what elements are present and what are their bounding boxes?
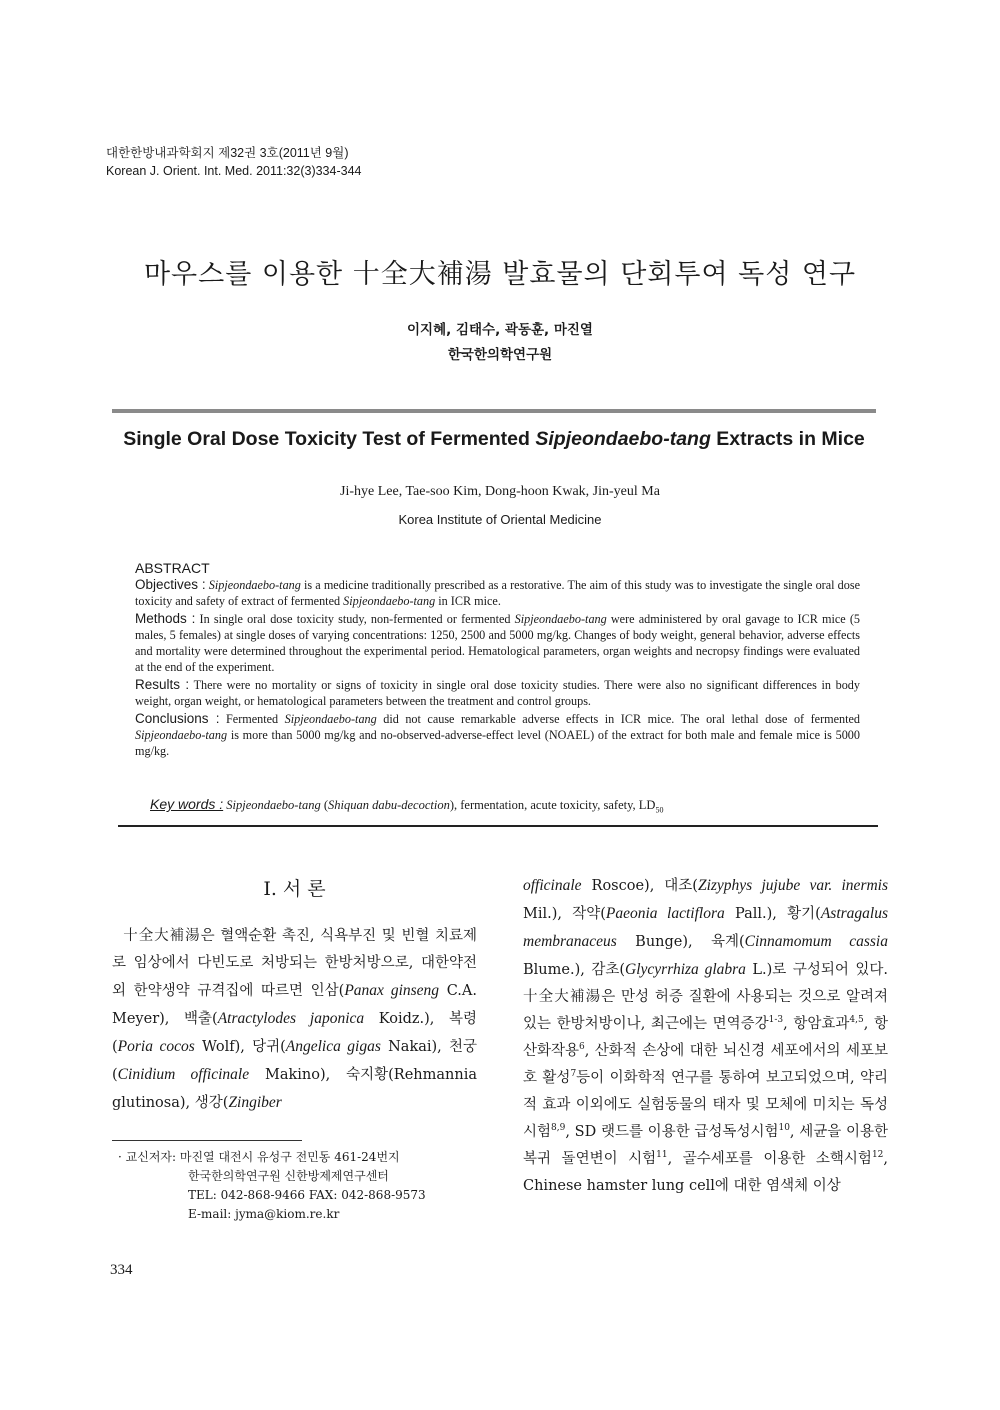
abstract-results bbox=[135, 677, 860, 709]
conclusions-text-1: Fermented bbox=[219, 712, 285, 726]
methods-text-2: were administered by oral gavage to ICR mice (5 males, 5 females) at single doses of varying concentrations: 1250, 2500 and 5000 mg/kg. Changes of body weight, general behavior, adverse effects and mortality were determined throughout the experimental period. Hematological parameters, organ weights and necropsy findings were evaluated at the end of the experiment. bbox=[135, 612, 861, 674]
left-italic-3: Poria cocos bbox=[117, 1038, 195, 1055]
conclusions-text-2: did not cause remarkable adverse effects in ICR mice. The oral lethal dose of fermented bbox=[376, 712, 861, 726]
methods-text-1: In single oral dose toxicity study, non-fermented or fermented bbox=[195, 612, 515, 626]
institution-english: Korea Institute of Oriental Medicine bbox=[398, 512, 602, 527]
keywords bbox=[150, 796, 663, 815]
right-text-11: , SD 랫드를 이용한 급성독성시험 bbox=[565, 1124, 779, 1140]
keywords-label: Key words : bbox=[150, 796, 224, 812]
right-text-12: , 세균을 이용한 복귀 돌연변이 시험 bbox=[523, 1124, 889, 1167]
left-text-1: 十全大補湯은 혈액순환 촉진, 식욕부진 및 빈혈 치료제로 임상에서 다빈도로 처방되는 한방처방으로, 대한약전 외 한약생약 규격집에 따르면 인삼( bbox=[112, 928, 477, 999]
citation-superscript: 4,5 bbox=[849, 1015, 864, 1026]
keyword-text-2: ), fermentation, acute toxicity, safety, LD bbox=[449, 798, 656, 812]
keyword-text-1: ( bbox=[320, 798, 328, 812]
conclusions-italic-1: Sipjeondaebo-tang bbox=[284, 712, 377, 726]
corresponding-author-footnote bbox=[118, 1148, 426, 1224]
results-label: Results : bbox=[135, 677, 190, 692]
authors-english: Ji-hye Lee, Tae-soo Kim, Dong-hoon Kwak, Jin-yeul Ma bbox=[340, 484, 660, 499]
body-column-right bbox=[523, 872, 888, 1200]
citation-superscript: 12 bbox=[871, 1150, 884, 1161]
abstract-heading: ABSTRACT bbox=[135, 560, 210, 576]
citation-superscript: 1-3 bbox=[768, 1015, 784, 1026]
left-italic-6: Zingiber bbox=[228, 1094, 282, 1111]
left-text-2: C.A. Meyer), 백출( bbox=[112, 983, 477, 1027]
right-italic-2: Zizyphys jujube var. inermis bbox=[697, 877, 889, 894]
left-italic-4: Angelica gigas bbox=[285, 1038, 381, 1055]
right-text-10: 등이 이화학적 연구를 통하여 보고되었으며, 약리적 효과 이외에도 실험동물의 태자 및 모체에 미치는 독성시험 bbox=[523, 1070, 888, 1140]
body-column-left bbox=[112, 872, 477, 1117]
title-en-part1: Single Oral Dose Toxicity Test of Fermented bbox=[123, 428, 536, 450]
methods-label: Methods : bbox=[135, 611, 196, 626]
citation-superscript: 10 bbox=[778, 1123, 790, 1134]
right-italic-1: officinale bbox=[523, 877, 582, 894]
journal-line-ko: 대한한방내과학회지 제32권 3호(2011년 9월) bbox=[106, 146, 349, 160]
journal-citation bbox=[106, 144, 361, 180]
keyword-italic-2: Shiquan dabu-decoction bbox=[328, 798, 450, 812]
footnote-divider bbox=[112, 1140, 302, 1141]
journal-line-en: Korean J. Orient. Int. Med. 2011:32(3)334-344 bbox=[106, 164, 362, 178]
citation-superscript: 8,9 bbox=[551, 1123, 566, 1134]
objectives-label: Objectives : bbox=[135, 577, 206, 592]
title-en-italic: Sipjeondaebo-tang bbox=[535, 428, 711, 450]
left-text-3: Koidz.), 복령( bbox=[112, 1011, 477, 1055]
right-text-7: , 항암효과 bbox=[783, 1016, 850, 1032]
conclusions-italic-2: Sipjeondaebo-tang bbox=[135, 728, 228, 742]
keyword-italic-1: Sipjeondaebo-tang bbox=[226, 798, 321, 812]
right-text-8: , 항산화작용 bbox=[523, 1016, 888, 1059]
footnote-line-3: TEL: 042-868-9466 FAX: 042-868-9573 bbox=[188, 1188, 426, 1202]
left-text-6: Makino), 숙지황(Rehmannia glutinosa), 생강( bbox=[112, 1067, 477, 1111]
footnote-line-4: E-mail: jyma@kiom.re.kr bbox=[188, 1207, 340, 1221]
abstract-conclusions bbox=[135, 711, 860, 759]
methods-italic-1: Sipjeondaebo-tang bbox=[514, 612, 607, 626]
citation-superscript: 11 bbox=[656, 1150, 668, 1161]
title-english bbox=[112, 428, 876, 451]
right-italic-6: Glycyrrhiza glabra bbox=[625, 961, 746, 978]
left-italic-5: Cinidium officinale bbox=[117, 1066, 250, 1083]
section-heading-introduction: Ⅰ. 서 론 bbox=[263, 878, 326, 900]
right-italic-3: Paeonia lactiflora bbox=[605, 905, 725, 922]
keyword-subscript: 50 bbox=[655, 805, 664, 815]
right-text-14: , Chinese hamster lung cell에 대한 염색체 이상 bbox=[523, 1151, 888, 1194]
right-text-4: Bunge), 육계( bbox=[616, 934, 745, 950]
left-text-4: Wolf), 당귀( bbox=[194, 1039, 286, 1055]
right-text-5: Blume.), 감초( bbox=[523, 962, 626, 978]
page-number: 334 bbox=[110, 1262, 133, 1278]
right-text-3: Pall.), 황기( bbox=[724, 906, 821, 922]
intro-paragraph-left bbox=[112, 923, 477, 1117]
citation-superscript: 6 bbox=[579, 1042, 585, 1053]
objectives-italic-2: Sipjeondaebo-tang bbox=[343, 594, 436, 608]
intro-paragraph-right bbox=[523, 872, 888, 1200]
left-italic-1: Panax ginseng bbox=[344, 982, 440, 999]
objectives-text-1: is a medicine traditionally prescribed as a restorative. The aim of this study was to investigate the single oral dose toxicity and safety of extract of fermented bbox=[135, 578, 861, 608]
footnote-line-2: 한국한의학연구원 신한방제제연구센터 bbox=[188, 1169, 389, 1183]
abstract bbox=[135, 560, 860, 761]
abstract-methods bbox=[135, 611, 860, 675]
right-text-9: , 산화적 손상에 대한 뇌신경 세포에서의 세포보호 활성 bbox=[523, 1043, 888, 1086]
title-divider bbox=[112, 409, 876, 413]
title-korean: 마우스를 이용한 十全大補湯 발효물의 단회투여 독성 연구 bbox=[143, 259, 857, 290]
left-italic-2: Atractylodes japonica bbox=[217, 1010, 365, 1027]
left-text-5: Nakai), 천궁( bbox=[112, 1039, 477, 1083]
results-text: There were no mortality or signs of toxicity in single oral dose toxicity studies. There were also no significant differences in body weight, organ weight, or hematological parameters between the treatment and control groups. bbox=[135, 678, 860, 708]
conclusions-text-3: is more than 5000 mg/kg and no-observed-adverse-effect level (NOAEL) of the extract for both male and female mice is 5000 mg/kg. bbox=[135, 728, 860, 758]
right-italic-4: Astragalus membranaceus bbox=[523, 905, 888, 950]
title-en-part2: Extracts in Mice bbox=[710, 428, 865, 450]
right-text-1: Roscoe), 대조( bbox=[581, 878, 698, 894]
right-text-6: L.)로 구성되어 있다. 十全大補湯은 만성 허증 질환에 사용되는 것으로 알려져 있는 한방처방이나, 최근에는 면역증강 bbox=[523, 962, 888, 1032]
objectives-italic-1: Sipjeondaebo-tang bbox=[208, 578, 301, 592]
footnote-line-1: · 교신저자: 마진열 대전시 유성구 전민동 461-24번지 bbox=[118, 1150, 400, 1164]
right-text-2: Mil.), 작약( bbox=[523, 906, 606, 922]
abstract-divider bbox=[118, 825, 878, 827]
authors-korean: 이지혜, 김태수, 곽동훈, 마진열 bbox=[407, 322, 593, 338]
institution-korean: 한국한의학연구원 bbox=[447, 347, 553, 363]
conclusions-label: Conclusions : bbox=[135, 711, 220, 726]
right-text-13: , 골수세포를 이용한 소핵시험 bbox=[667, 1151, 872, 1167]
objectives-text-2: in ICR mice. bbox=[435, 594, 501, 608]
citation-superscript: 7 bbox=[570, 1069, 577, 1080]
right-italic-5: Cinnamomum cassia bbox=[744, 933, 888, 950]
abstract-objectives bbox=[135, 577, 860, 609]
